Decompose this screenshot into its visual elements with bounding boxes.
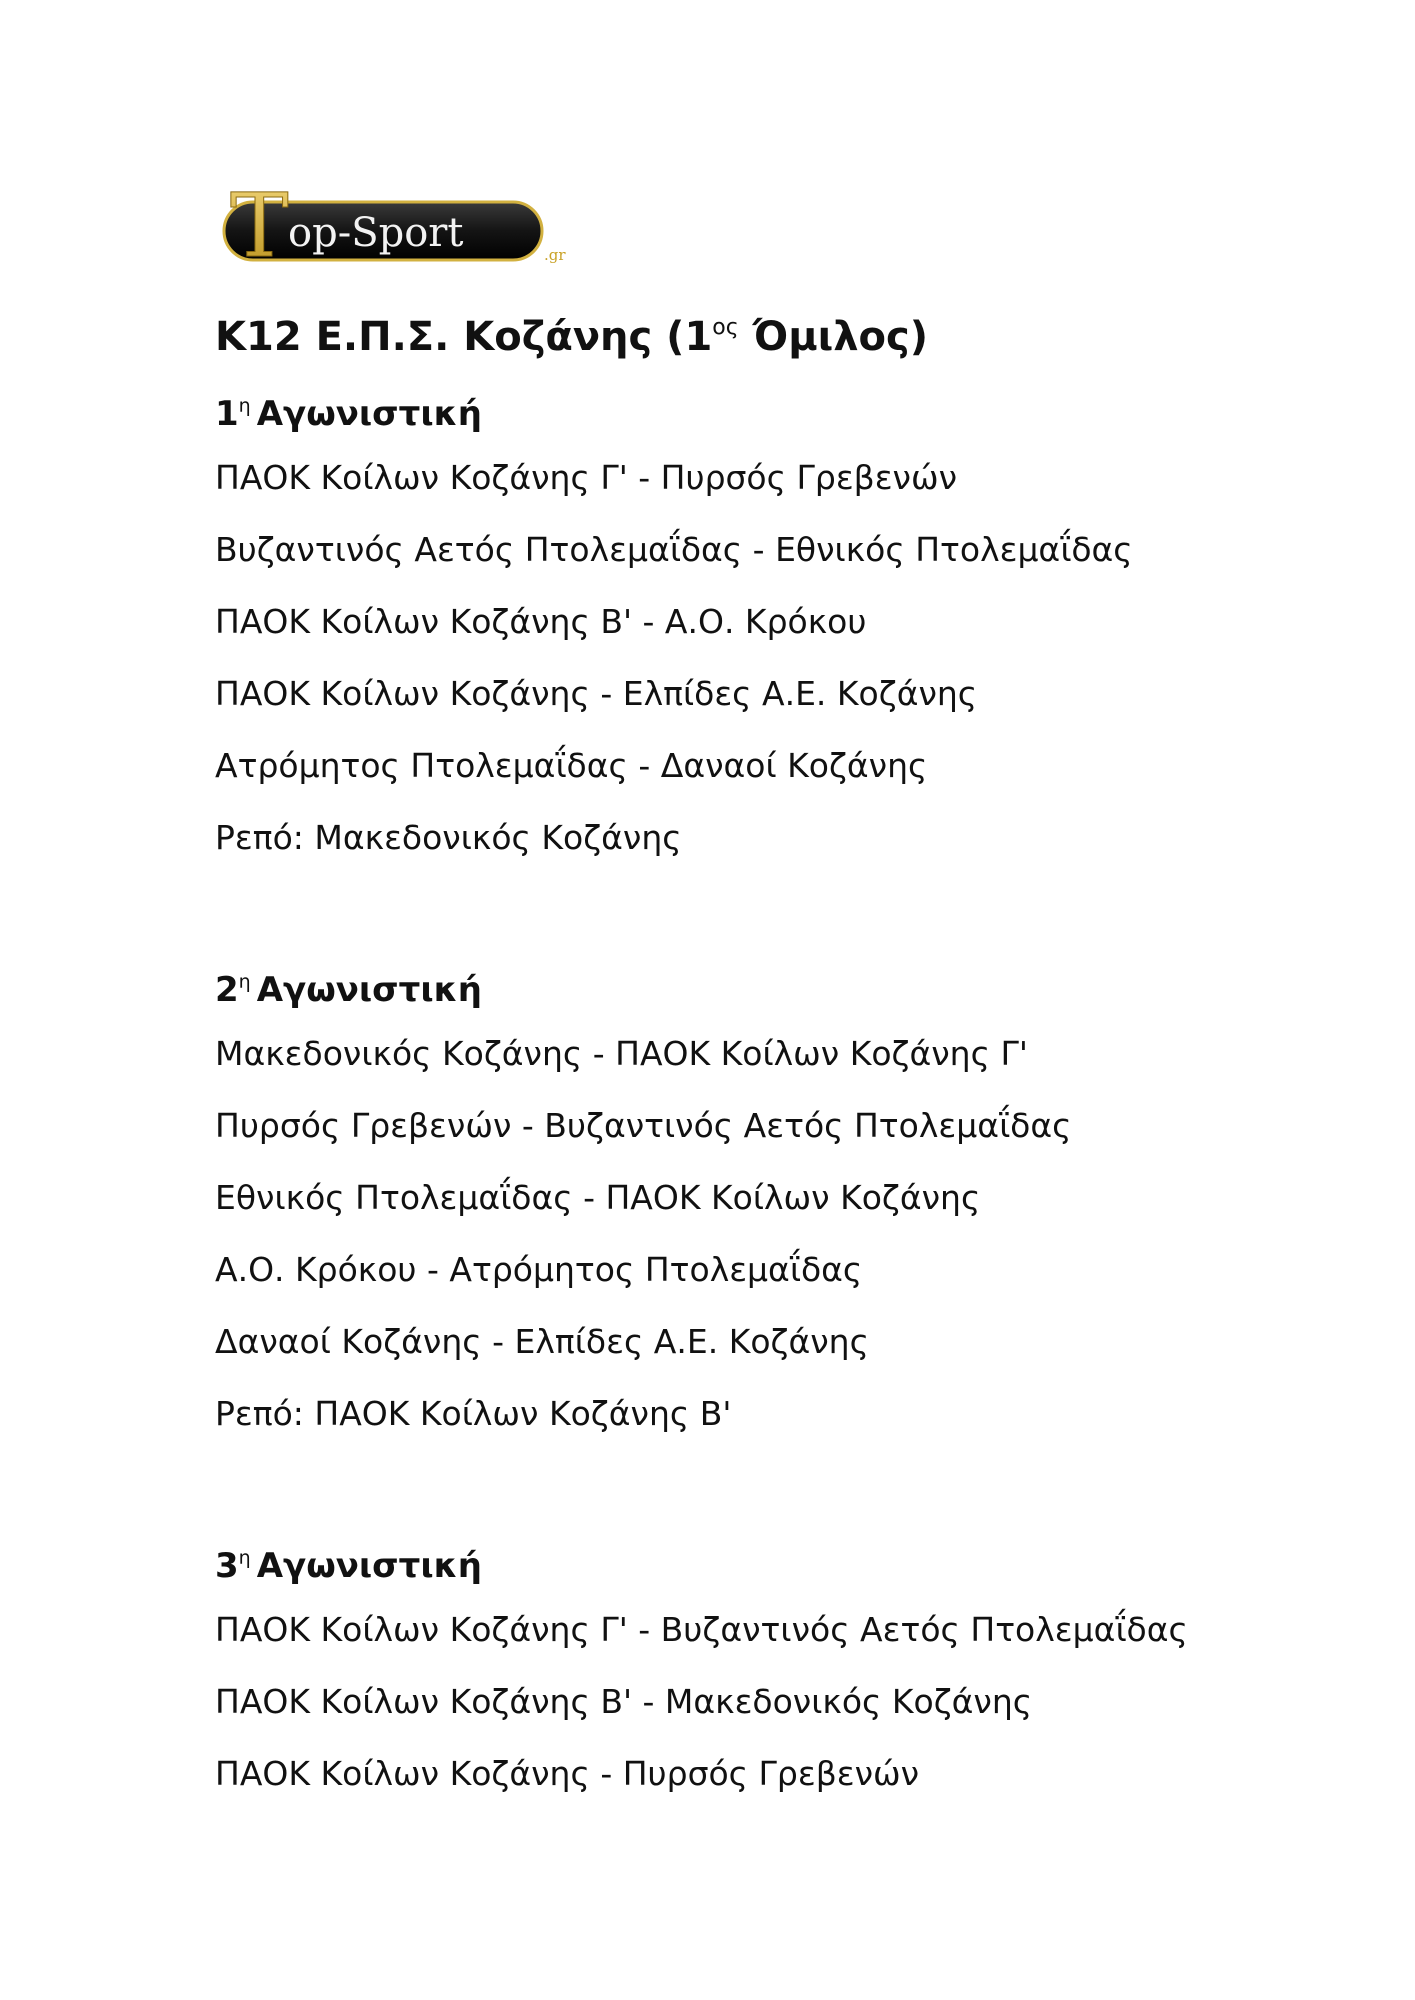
round-1 (215, 370, 1133, 874)
match-item: ΠΑΟΚ Κοίλων Κοζάνης Β' - Α.Ο. Κρόκου (215, 602, 867, 641)
round-title: $3^\eta$ Αγωνιστική (215, 1546, 482, 1586)
match-list (215, 1594, 1188, 1810)
logo-text: op-Sport (288, 210, 464, 256)
match-item: Εθνικός Πτολεμαΐδας - ΠΑΟΚ Κοίλων Κοζάνης (215, 1178, 981, 1217)
title-superscript: ος (712, 315, 739, 340)
round-3 (215, 1522, 1188, 1810)
round-title: $2^\eta$ Αγωνιστική (215, 970, 482, 1010)
match-item: Μακεδονικός Κοζάνης - ΠΑΟΚ Κοίλων Κοζάνης Γ' (215, 1034, 1028, 1073)
match-list (215, 1018, 1071, 1450)
match-list (215, 442, 1133, 874)
bye-item: Ρεπό: ΠΑΟΚ Κοίλων Κοζάνης Β' (215, 1394, 732, 1433)
match-item: Ατρόμητος Πτολεμαΐδας - Δαναοί Κοζάνης (215, 746, 928, 785)
round-2 (215, 946, 1071, 1450)
match-item: ΠΑΟΚ Κοίλων Κοζάνης Β' - Μακεδονικός Κοζάνης (215, 1682, 1033, 1721)
match-item: Δαναοί Κοζάνης - Ελπίδες Α.Ε. Κοζάνης (215, 1322, 869, 1361)
page-title (215, 298, 928, 367)
match-item: Πυρσός Γρεβενών - Βυζαντινός Αετός Πτολεμαΐδας (215, 1106, 1072, 1145)
round-title: $1^\eta$ Αγωνιστική (215, 394, 482, 434)
logo-big-letter: T (230, 178, 289, 270)
match-item: ΠΑΟΚ Κοίλων Κοζάνης - Πυρσός Γρεβενών (215, 1754, 920, 1793)
top-sport-logo (220, 178, 580, 270)
match-item: Α.Ο. Κρόκου - Ατρόμητος Πτολεμαΐδας (215, 1250, 863, 1289)
match-item: ΠΑΟΚ Κοίλων Κοζάνης Γ' - Πυρσός Γρεβενών (215, 458, 958, 497)
logo-suffix: .gr (544, 246, 566, 264)
logo-graphic (220, 178, 580, 270)
bye-item: Ρεπό: Μακεδονικός Κοζάνης (215, 818, 682, 857)
title-main: K12 Ε.Π.Σ. Κοζάνης (1 (215, 314, 713, 360)
match-item: ΠΑΟΚ Κοίλων Κοζάνης - Ελπίδες Α.Ε. Κοζάνης (215, 674, 978, 713)
title-rest: Όμιλος) (738, 314, 929, 360)
match-item: ΠΑΟΚ Κοίλων Κοζάνης Γ' - Βυζαντινός Αετός Πτολεμαΐδας (215, 1610, 1188, 1649)
match-item: Βυζαντινός Αετός Πτολεμαΐδας - Εθνικός Πτολεμαΐδας (215, 530, 1133, 569)
